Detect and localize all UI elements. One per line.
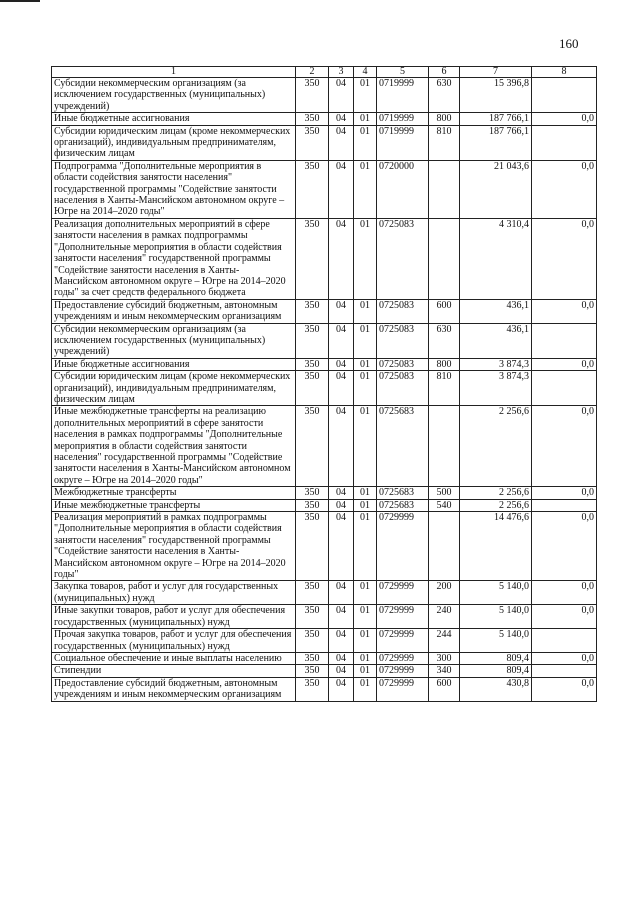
amount-extra-cell: 0,0 (532, 218, 597, 299)
admin-code-cell: 350 (296, 499, 329, 511)
amount-extra-cell: 0,0 (532, 358, 597, 370)
expense-type-cell: 800 (429, 358, 460, 370)
target-article-cell: 0729999 (377, 512, 429, 581)
expense-type-cell: 300 (429, 652, 460, 664)
amount-extra-cell: 0,0 (532, 605, 597, 629)
amount-extra-cell: 0,0 (532, 652, 597, 664)
expense-type-cell (429, 512, 460, 581)
admin-code-cell: 350 (296, 605, 329, 629)
subsection-cell: 01 (354, 160, 377, 218)
admin-code-cell: 350 (296, 406, 329, 487)
target-article-cell: 0725083 (377, 323, 429, 358)
row-name-cell: Социальное обеспечение и иные выплаты населению (52, 652, 296, 664)
amount-extra-cell (532, 78, 597, 113)
admin-code-cell: 350 (296, 512, 329, 581)
admin-code-cell: 350 (296, 581, 329, 605)
admin-code-cell: 350 (296, 113, 329, 125)
expense-type-cell: 200 (429, 581, 460, 605)
table-row (52, 406, 597, 487)
subsection-cell: 01 (354, 78, 377, 113)
table-row (52, 371, 597, 406)
amount-extra-cell: 0,0 (532, 581, 597, 605)
amount-extra-cell (532, 629, 597, 653)
budget-table (51, 66, 597, 702)
amount-extra-cell: 0,0 (532, 299, 597, 323)
section-cell: 04 (329, 371, 354, 406)
subsection-cell: 01 (354, 125, 377, 160)
table-row (52, 78, 597, 113)
section-cell: 04 (329, 125, 354, 160)
amount-cell: 809,4 (460, 652, 532, 664)
target-article-cell: 0725083 (377, 358, 429, 370)
table-row (52, 499, 597, 511)
subsection-cell: 01 (354, 299, 377, 323)
admin-code-cell: 350 (296, 323, 329, 358)
section-cell: 04 (329, 581, 354, 605)
section-cell: 04 (329, 629, 354, 653)
row-name-cell: Иные бюджетные ассигнования (52, 358, 296, 370)
subsection-cell: 01 (354, 665, 377, 677)
target-article-cell: 0725083 (377, 299, 429, 323)
subsection-cell: 01 (354, 218, 377, 299)
admin-code-cell: 350 (296, 652, 329, 664)
row-name-cell: Субсидии некоммерческим организациям (за исключением государственных (муниципальных) учреждений) (52, 78, 296, 113)
target-article-cell: 0725683 (377, 499, 429, 511)
table-row (52, 113, 597, 125)
table-row (52, 581, 597, 605)
target-article-cell: 0729999 (377, 605, 429, 629)
admin-code-cell: 350 (296, 125, 329, 160)
admin-code-cell: 350 (296, 677, 329, 701)
row-name-cell: Межбюджетные трансферты (52, 487, 296, 499)
expense-type-cell: 600 (429, 299, 460, 323)
row-name-cell: Иные закупки товаров, работ и услуг для обеспечения государственных (муниципальных) нужд (52, 605, 296, 629)
amount-cell: 436,1 (460, 299, 532, 323)
amount-cell: 14 476,6 (460, 512, 532, 581)
table-row (52, 358, 597, 370)
admin-code-cell: 350 (296, 629, 329, 653)
header-row (52, 67, 597, 78)
expense-type-cell (429, 406, 460, 487)
amount-cell: 187 766,1 (460, 125, 532, 160)
section-cell: 04 (329, 113, 354, 125)
amount-cell: 3 874,3 (460, 371, 532, 406)
subsection-cell: 01 (354, 113, 377, 125)
section-cell: 04 (329, 358, 354, 370)
section-cell: 04 (329, 299, 354, 323)
amount-cell: 436,1 (460, 323, 532, 358)
expense-type-cell: 800 (429, 113, 460, 125)
section-cell: 04 (329, 160, 354, 218)
subsection-cell: 01 (354, 487, 377, 499)
header-cell: 7 (460, 67, 532, 78)
admin-code-cell: 350 (296, 487, 329, 499)
header-cell: 1 (52, 67, 296, 78)
expense-type-cell: 630 (429, 323, 460, 358)
row-name-cell: Субсидии юридическим лицам (кроме некоммерческих организаций), индивидуальным предпринимателям, физическим лицам (52, 125, 296, 160)
admin-code-cell: 350 (296, 78, 329, 113)
table-row (52, 665, 597, 677)
row-name-cell: Иные бюджетные ассигнования (52, 113, 296, 125)
table-row (52, 512, 597, 581)
subsection-cell: 01 (354, 581, 377, 605)
expense-type-cell: 600 (429, 677, 460, 701)
amount-extra-cell: 0,0 (532, 160, 597, 218)
expense-type-cell: 240 (429, 605, 460, 629)
target-article-cell: 0719999 (377, 125, 429, 160)
header-cell: 5 (377, 67, 429, 78)
table-row (52, 629, 597, 653)
target-article-cell: 0725683 (377, 487, 429, 499)
amount-extra-cell (532, 499, 597, 511)
table-row (52, 125, 597, 160)
row-name-cell: Субсидии некоммерческим организациям (за исключением государственных (муниципальных) учреждений) (52, 323, 296, 358)
amount-cell: 187 766,1 (460, 113, 532, 125)
page-number: 160 (559, 36, 579, 51)
expense-type-cell: 630 (429, 78, 460, 113)
section-cell: 04 (329, 677, 354, 701)
amount-cell: 5 140,0 (460, 629, 532, 653)
amount-extra-cell (532, 125, 597, 160)
amount-cell: 15 396,8 (460, 78, 532, 113)
subsection-cell: 01 (354, 652, 377, 664)
target-article-cell: 0720000 (377, 160, 429, 218)
admin-code-cell: 350 (296, 299, 329, 323)
amount-cell: 4 310,4 (460, 218, 532, 299)
table-body (52, 78, 597, 702)
admin-code-cell: 350 (296, 665, 329, 677)
expense-type-cell: 810 (429, 371, 460, 406)
target-article-cell: 0729999 (377, 581, 429, 605)
amount-extra-cell: 0,0 (532, 487, 597, 499)
row-name-cell: Предоставление субсидий бюджетным, автономным учреждениям и иным некоммерческим организациям (52, 299, 296, 323)
table-row (52, 487, 597, 499)
amount-cell: 430,8 (460, 677, 532, 701)
expense-type-cell: 500 (429, 487, 460, 499)
amount-extra-cell: 0,0 (532, 677, 597, 701)
expense-type-cell: 244 (429, 629, 460, 653)
amount-extra-cell (532, 665, 597, 677)
section-cell: 04 (329, 652, 354, 664)
table-row (52, 323, 597, 358)
amount-extra-cell (532, 323, 597, 358)
admin-code-cell: 350 (296, 358, 329, 370)
target-article-cell: 0729999 (377, 652, 429, 664)
expense-type-cell (429, 218, 460, 299)
section-cell: 04 (329, 487, 354, 499)
row-name-cell: Закупка товаров, работ и услуг для государственных (муниципальных) нужд (52, 581, 296, 605)
section-cell: 04 (329, 512, 354, 581)
subsection-cell: 01 (354, 512, 377, 581)
expense-type-cell: 340 (429, 665, 460, 677)
target-article-cell: 0725083 (377, 218, 429, 299)
target-article-cell: 0719999 (377, 78, 429, 113)
row-name-cell: Реализация дополнительных мероприятий в сфере занятости населения в рамках подпрограммы "Дополнительные мероприятия в области содействия занятости населения" государственной программы "Содействие занятости населения в Ханты-Мансийском автономном округе – Югре на 2014–2020 годы" за счет средств федерального бюджета (52, 218, 296, 299)
amount-cell: 5 140,0 (460, 605, 532, 629)
subsection-cell: 01 (354, 406, 377, 487)
row-name-cell: Иные межбюджетные трансферты на реализацию дополнительных мероприятий в сфере занятости населения в рамках подпрограммы "Дополнительные мероприятия в области содействия занятости населения" государственной программы "Содействие занятости населения в Ханты-Мансийском автономном округе – Югре на 2014–2020 годы" (52, 406, 296, 487)
top-rule (0, 0, 40, 2)
subsection-cell: 01 (354, 499, 377, 511)
target-article-cell: 0725083 (377, 371, 429, 406)
row-name-cell: Предоставление субсидий бюджетным, автономным учреждениям и иным некоммерческим организациям (52, 677, 296, 701)
header-cell: 6 (429, 67, 460, 78)
expense-type-cell: 810 (429, 125, 460, 160)
section-cell: 04 (329, 323, 354, 358)
table-row (52, 218, 597, 299)
table-row (52, 605, 597, 629)
amount-extra-cell (532, 371, 597, 406)
section-cell: 04 (329, 78, 354, 113)
amount-extra-cell: 0,0 (532, 406, 597, 487)
subsection-cell: 01 (354, 677, 377, 701)
subsection-cell: 01 (354, 358, 377, 370)
admin-code-cell: 350 (296, 371, 329, 406)
table-row (52, 677, 597, 701)
row-name-cell: Субсидии юридическим лицам (кроме некоммерческих организаций), индивидуальным предпринимателям, физическим лицам (52, 371, 296, 406)
table-row (52, 160, 597, 218)
amount-cell: 809,4 (460, 665, 532, 677)
expense-type-cell (429, 160, 460, 218)
row-name-cell: Прочая закупка товаров, работ и услуг для обеспечения государственных (муниципальных) нужд (52, 629, 296, 653)
admin-code-cell: 350 (296, 218, 329, 299)
amount-cell: 3 874,3 (460, 358, 532, 370)
row-name-cell: Подпрограмма "Дополнительные мероприятия в области содействия занятости населения" государственной программы "Содействие занятости населения в Ханты-Мансийском автономном округе – Югре на 2014–2020 годы" (52, 160, 296, 218)
section-cell: 04 (329, 665, 354, 677)
section-cell: 04 (329, 499, 354, 511)
subsection-cell: 01 (354, 629, 377, 653)
amount-cell: 2 256,6 (460, 487, 532, 499)
target-article-cell: 0719999 (377, 113, 429, 125)
row-name-cell: Иные межбюджетные трансферты (52, 499, 296, 511)
header-cell: 3 (329, 67, 354, 78)
header-cell: 8 (532, 67, 597, 78)
amount-cell: 5 140,0 (460, 581, 532, 605)
header-cell: 2 (296, 67, 329, 78)
row-name-cell: Реализация мероприятий в рамках подпрограммы "Дополнительные мероприятия в области содействия занятости населения" государственной программы "Содействие занятости населения в Ханты-Мансийском автономном округе – Югре на 2014–2020 годы" (52, 512, 296, 581)
subsection-cell: 01 (354, 371, 377, 406)
expense-type-cell: 540 (429, 499, 460, 511)
header-cell: 4 (354, 67, 377, 78)
table-row (52, 652, 597, 664)
subsection-cell: 01 (354, 323, 377, 358)
target-article-cell: 0729999 (377, 665, 429, 677)
section-cell: 04 (329, 605, 354, 629)
amount-extra-cell: 0,0 (532, 512, 597, 581)
row-name-cell: Стипендии (52, 665, 296, 677)
target-article-cell: 0725683 (377, 406, 429, 487)
subsection-cell: 01 (354, 605, 377, 629)
table-row (52, 299, 597, 323)
admin-code-cell: 350 (296, 160, 329, 218)
amount-extra-cell: 0,0 (532, 113, 597, 125)
target-article-cell: 0729999 (377, 677, 429, 701)
amount-cell: 2 256,6 (460, 406, 532, 487)
target-article-cell: 0729999 (377, 629, 429, 653)
section-cell: 04 (329, 406, 354, 487)
section-cell: 04 (329, 218, 354, 299)
amount-cell: 2 256,6 (460, 499, 532, 511)
amount-cell: 21 043,6 (460, 160, 532, 218)
